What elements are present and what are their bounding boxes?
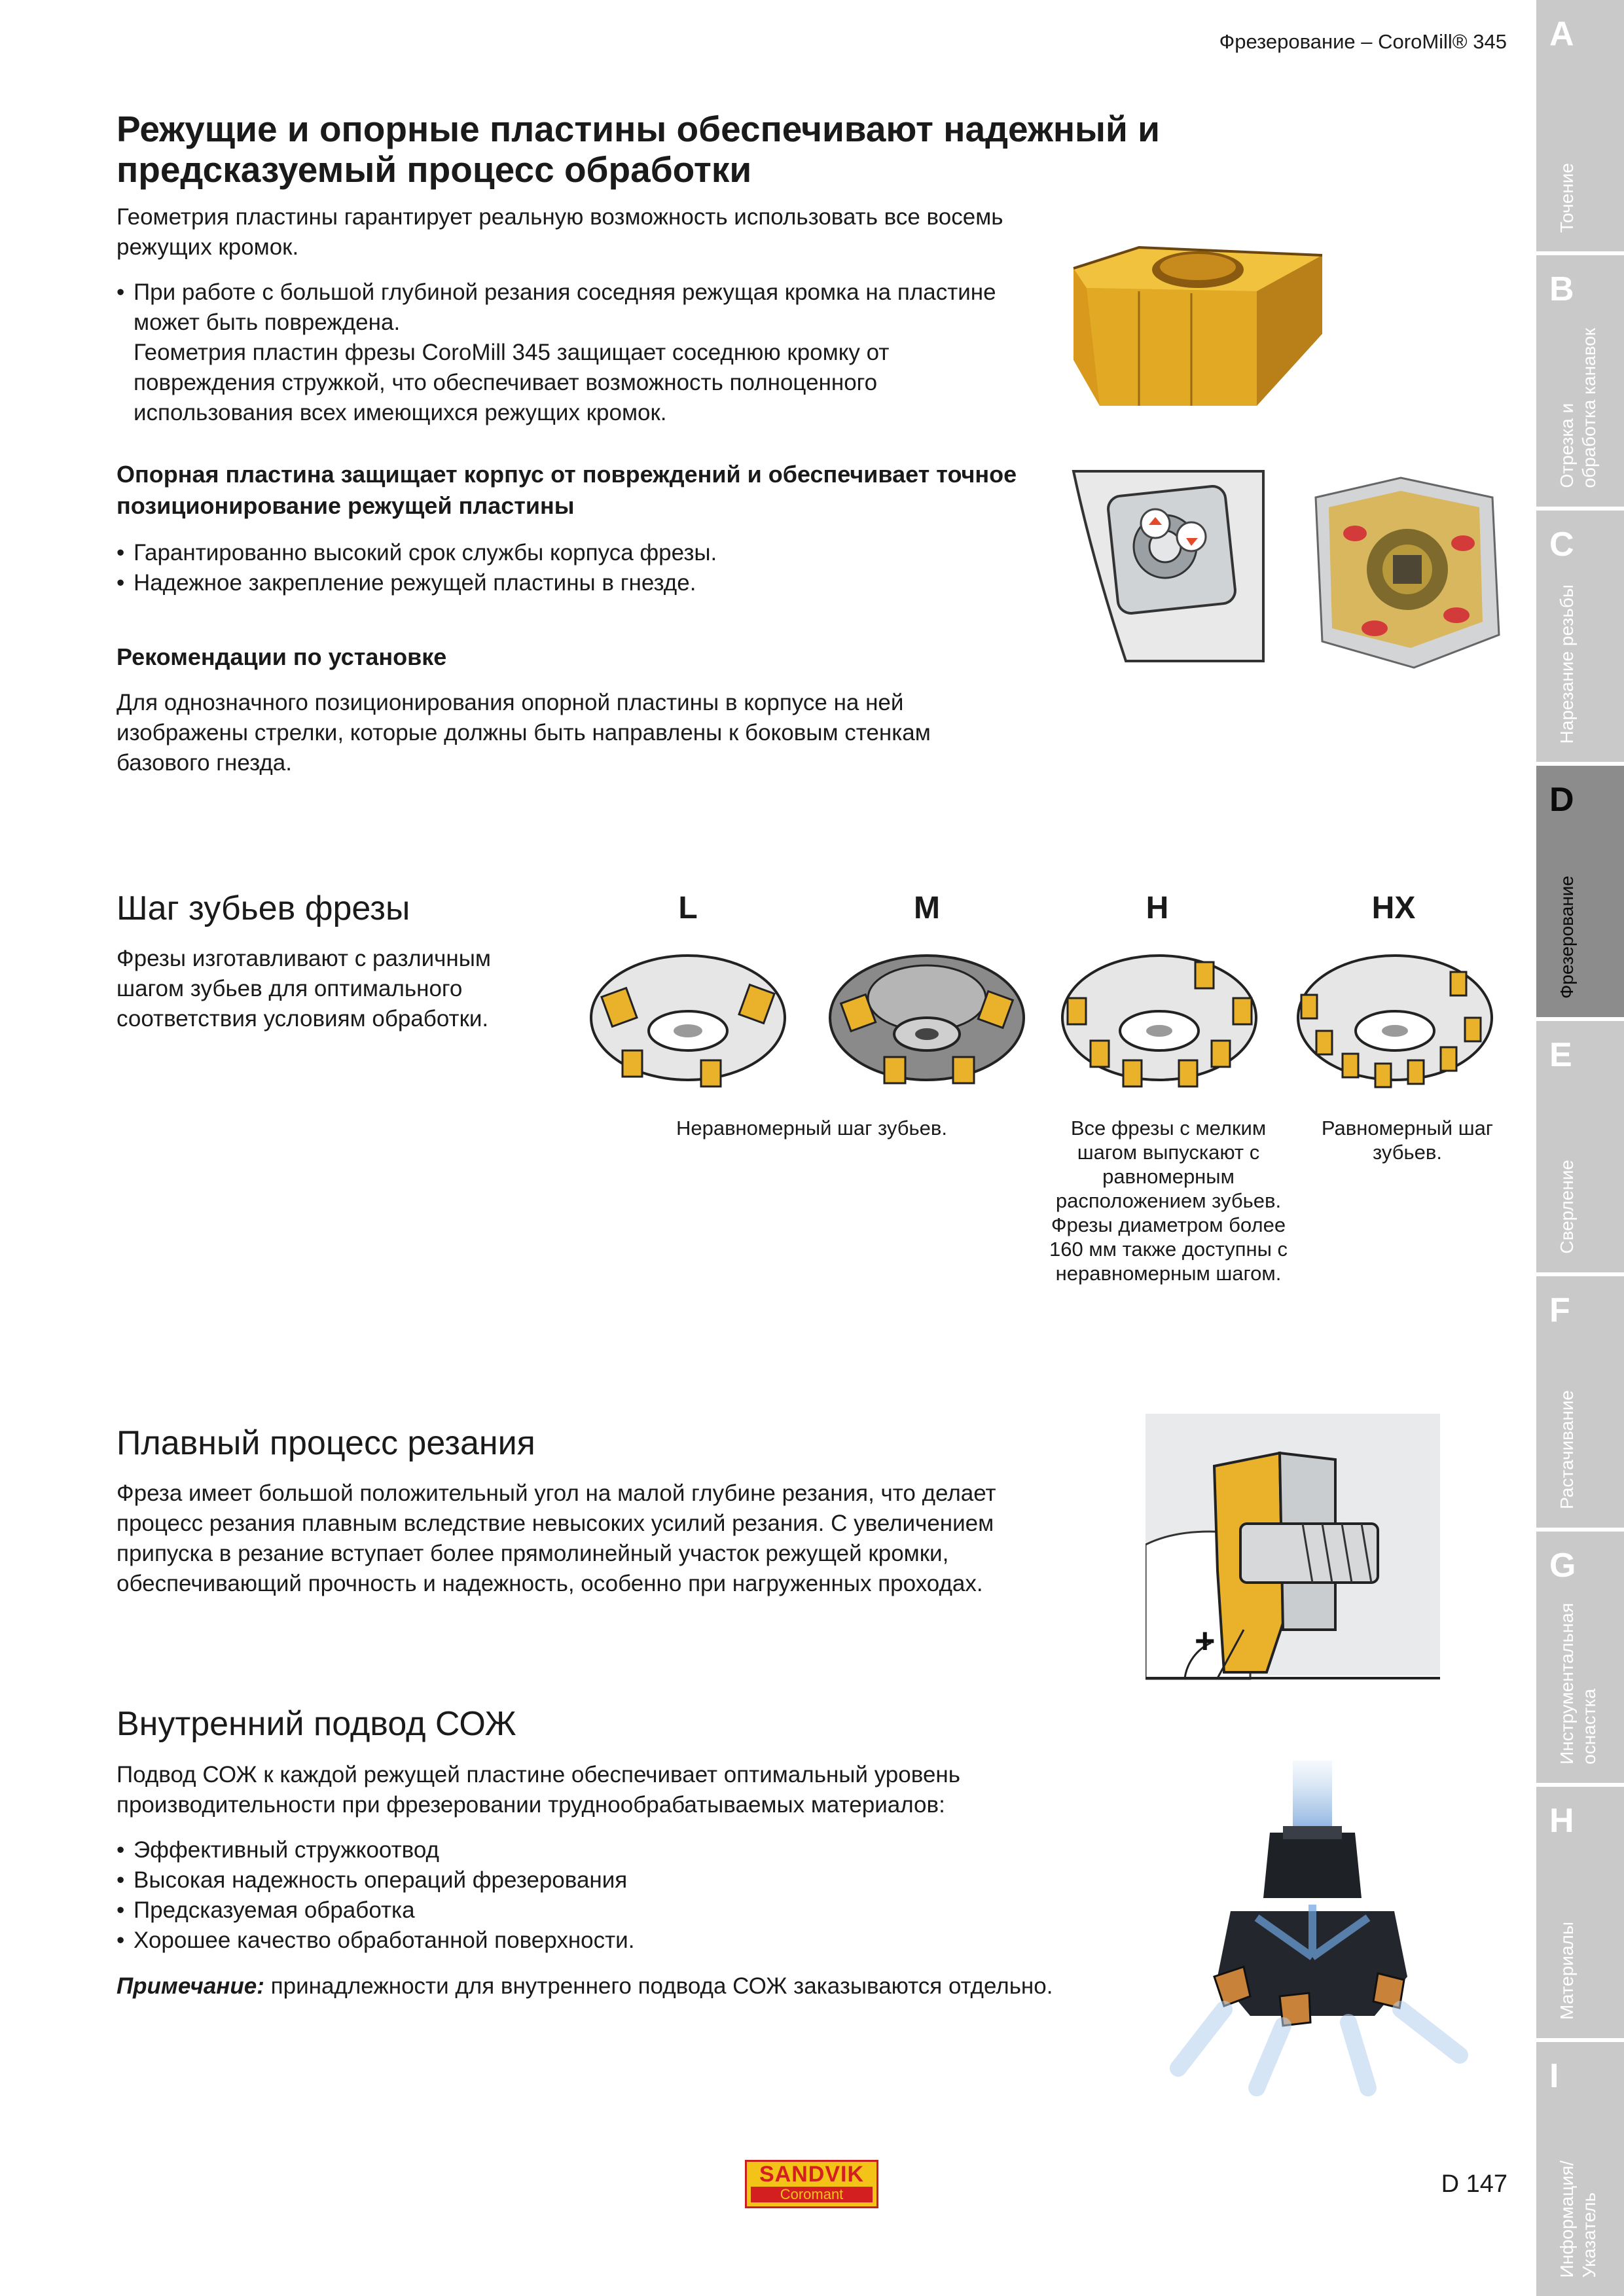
shim-section-title: Опорная пластина защищает корпус от повреждений и обеспечивает точное позиционирование режущей пластины <box>117 461 1017 519</box>
tab-letter: I <box>1549 2057 1559 2095</box>
install-section-title: Рекомендации по установке <box>117 643 447 670</box>
page-number: D 147 <box>1441 2170 1507 2198</box>
list-item: • Высокая надежность операций фрезерования <box>117 1865 1072 1895</box>
pitch-caption-h: Все фрезы с мелким шагом выпускают с равномерным расположением зубьев. Фрезы диаметром более 160 мм также доступны с неравномерным шагом. <box>1049 1117 1288 1285</box>
tab-letter: C <box>1549 526 1574 564</box>
sidebar-tab-g[interactable] <box>1536 1532 1624 1787</box>
tab-letter: G <box>1549 1547 1576 1585</box>
section-intro-text: Геометрия пластины гарантирует реальную возможность использовать все восемь режущих кромок. <box>117 204 1003 260</box>
tab-label: Материалы <box>1557 1922 1577 2020</box>
tab-letter: F <box>1549 1291 1570 1329</box>
note-label: Примечание: <box>117 1973 264 1999</box>
bullet-text-continued: Геометрия пластин фрезы CoroMill 345 защищает соседнюю кромку от повреждения стружкой, что обеспечивает возможность полноценного использования всех имеющихся режущих кромок. <box>134 340 890 425</box>
tab-label: Точение <box>1557 163 1577 233</box>
note-text: принадлежности для внутреннего подвода СОЖ заказываются отдельно. <box>264 1973 1053 1999</box>
list-item: • Эффективный стружкоотвод <box>117 1835 1072 1865</box>
cutting-angle-diagram <box>1146 1414 1440 1689</box>
pitch-caption-l-m: Неравномерный шаг зубьев. <box>676 1117 948 1139</box>
tab-label: Нарезание резьбы <box>1557 584 1577 744</box>
tab-label: Растачивание <box>1557 1390 1577 1509</box>
inserts-bullet-list <box>117 278 1020 428</box>
install-section-text: Для однозначного позиционирования опорной пластины в корпусе на ней изображены стрелки, которые должны быть направлены к боковым стенкам базового гнезда. <box>117 690 931 776</box>
sidebar-tab-h[interactable] <box>1536 1787 1624 2042</box>
section-title-inserts: Режущие и опорные пластины обеспечивают надежный и предсказуемый процесс обработки <box>117 109 1160 190</box>
logo-brand: SANDVIK <box>759 2162 865 2187</box>
tab-letter: A <box>1549 15 1574 53</box>
coolant-bullet-list <box>117 1835 1072 1956</box>
coolant-intro-text: Подвод СОЖ к каждой режущей пластине обеспечивает оптимальный уровень производительности при фрезеровании труднообрабатываемых материалов: <box>117 1762 960 1818</box>
tab-letter: D <box>1549 781 1574 819</box>
sidebar-tab-d[interactable] <box>1536 766 1624 1021</box>
coolant-note <box>117 1971 1072 2001</box>
list-item <box>117 278 1020 428</box>
shim-in-pocket-image <box>1067 465 1270 674</box>
pitch-section-text: Фрезы изготавливают с различным шагом зубьев для оптимального соответствия условиям обработки. <box>117 946 491 1031</box>
sidebar-tab-c[interactable] <box>1536 511 1624 766</box>
cutter-hx-image <box>1298 956 1492 1087</box>
pitch-label-h: H <box>1146 891 1169 925</box>
tab-label: Отрезка и обработка канавок <box>1557 328 1599 488</box>
shim-with-insert-image <box>1303 471 1506 681</box>
tab-label: Сверление <box>1557 1160 1577 1254</box>
sidebar-tab-e[interactable] <box>1536 1021 1624 1276</box>
list-item: • Хорошее качество обработанной поверхности. <box>117 1926 1072 1956</box>
cutter-l-image <box>591 956 785 1086</box>
tab-label: Инструментальная оснастка <box>1557 1603 1599 1765</box>
cutter-h-image <box>1062 956 1256 1086</box>
pitch-label-m: M <box>914 891 940 925</box>
smooth-cutting-title: Плавный процесс резания <box>117 1424 535 1462</box>
angle-sign-label: + <box>1195 1621 1216 1660</box>
sidebar-tab-a[interactable] <box>1536 0 1624 255</box>
pitch-label-l: L <box>678 891 698 925</box>
coolant-cutter-image <box>1152 1761 1479 2101</box>
cutter-m-image <box>830 956 1024 1083</box>
list-item: • Предсказуемая обработка <box>117 1895 1072 1926</box>
smooth-cutting-text: Фреза имеет большой положительный угол на малой глубине резания, что делает процесс резания плавным вследствие невысоких усилий резания. С увеличением припуска в резание вступает более прямолинейный участок режущей кромки, обеспечивающий прочность и надежность, особенно при нагруженных проходах. <box>117 1480 996 1596</box>
tab-letter: H <box>1549 1802 1574 1840</box>
pitch-section-title: Шаг зубьев фрезы <box>117 889 410 927</box>
pitch-label-hx: HX <box>1371 891 1416 925</box>
logo-subbrand: Coromant <box>751 2187 873 2202</box>
tab-label: Информация/ Указатель <box>1557 2160 1599 2278</box>
pitch-caption-hx: Равномерный шаг зубьев. <box>1321 1117 1494 1164</box>
shim-bullet-list <box>117 538 1020 598</box>
list-item: • Надежное закрепление режущей пластины в гнезде. <box>117 568 1020 598</box>
tab-letter: B <box>1549 270 1574 308</box>
list-item: • Гарантированно высокий срок службы корпуса фрезы. <box>117 538 1020 568</box>
bullet-text: При работе с большой глубиной резания соседняя режущая кромка на пластине может быть повреждена. <box>134 279 996 335</box>
sandvik-coromant-logo <box>745 2160 878 2208</box>
sidebar-tab-b[interactable] <box>1536 255 1624 511</box>
section-index-sidebar <box>1536 0 1624 2296</box>
cutter-pitch-illustrations <box>586 926 1516 1096</box>
cutting-insert-image <box>1060 242 1348 412</box>
tab-letter: E <box>1549 1036 1572 1074</box>
running-header: Фрезерование – CoroMill® 345 <box>1219 30 1507 53</box>
sidebar-tab-i[interactable] <box>1536 2042 1624 2296</box>
tab-label: Фрезерование <box>1557 876 1577 999</box>
sidebar-tab-f[interactable] <box>1536 1276 1624 1532</box>
coolant-title: Внутренний подвод СОЖ <box>117 1705 516 1743</box>
